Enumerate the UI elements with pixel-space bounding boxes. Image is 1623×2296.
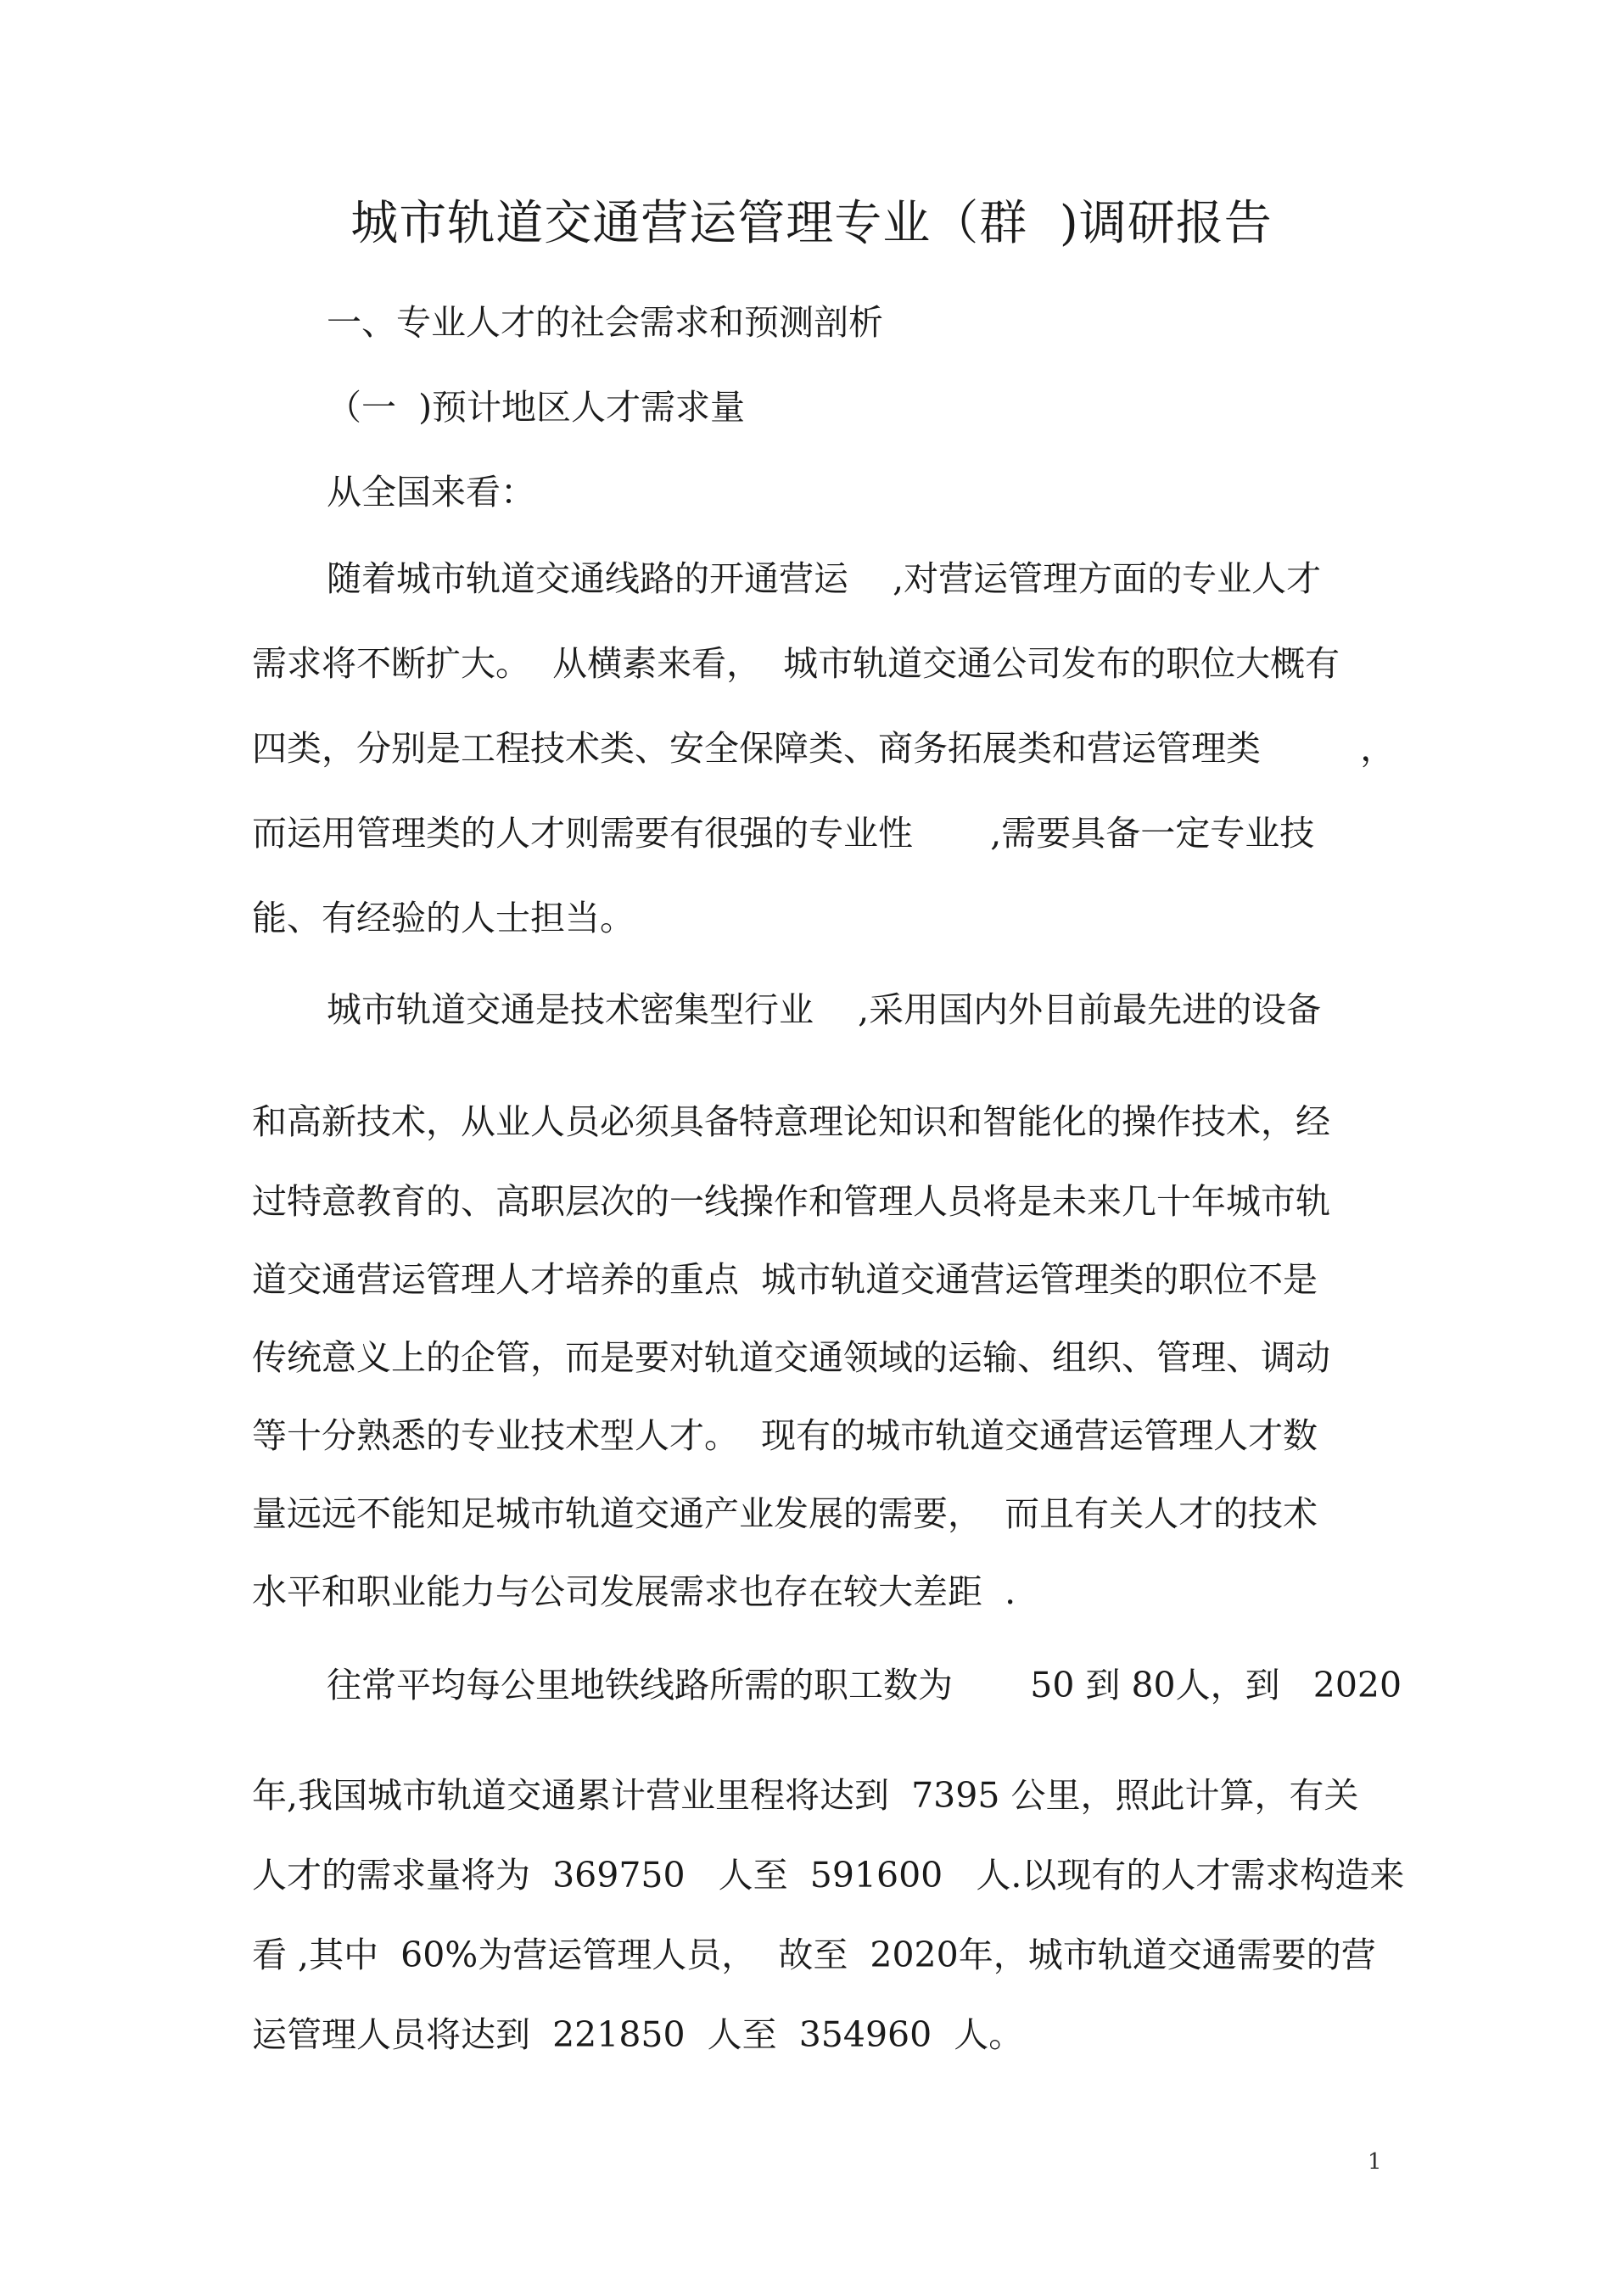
paragraph-3-line: 运管理人员将达到 221850 人至 354960 人。 — [252, 2014, 1024, 2055]
paragraph-3-line: 往常平均每公里地铁线路所需的职工数为 50 到 80人，到 2020 — [327, 1665, 1402, 1705]
paragraph-1-line: 需求将不断扩大。 从横素来看， 城市轨道交通公司发布的职位大概有 — [252, 643, 1340, 684]
paragraph-2-line: 过特意教育的、高职层次的一线操作和管理人员将是未来几十年城市轨 — [252, 1181, 1330, 1222]
paragraph-2-line: 城市轨道交通是技术密集型行业 ,采用国内外目前最先进的设备 — [327, 989, 1322, 1030]
paragraph-2-line: 量远远不能知足城市轨道交通产业发展的需要， 而且有关人才的技术 — [252, 1493, 1318, 1534]
paragraph-3-line: 人才的需求量将为 369750 人至 591600 人.以现有的人才需求构造来 — [252, 1855, 1405, 1896]
document-title: 城市轨道交通营运管理专业（群 )调研报告 — [350, 196, 1273, 251]
section-heading-1: 一、专业人才的社会需求和预测剖析 — [327, 302, 883, 343]
paragraph-1-line: 而运用管理类的人才则需要有很强的专业性 ,需要具备一定专业技 — [252, 813, 1315, 854]
paragraph-3-line: 看 ,其中 60%为营运管理人员， 故至 2020年，城市轨道交通需要的营 — [252, 1935, 1376, 1975]
paragraph-1-line: 随着城市轨道交通线路的开通营运 ,对营运管理方面的专业人才 — [327, 558, 1322, 599]
paragraph-1-line: 能、有经验的人士担当。 — [252, 898, 635, 938]
intro-line: 从全国来看： — [327, 472, 535, 512]
paragraph-2-line: 道交通营运管理人才培养的重点 城市轨道交通营运管理类的职位不是 — [252, 1259, 1318, 1300]
paragraph-2-line: 等十分熟悉的专业技术型人才。 现有的城市轨道交通营运管理人才数 — [252, 1415, 1318, 1456]
paragraph-1-line: 四类，分别是工程技术类、安全保障类、商务拓展类和营运管理类 ， — [252, 728, 1396, 769]
paragraph-3-line: 年,我国城市轨道交通累计营业里程将达到 7395 公里，照此计算，有关 — [252, 1775, 1359, 1816]
paragraph-2-line: 和高新技术，从业人员必须具备特意理论知识和智能化的操作技术，经 — [252, 1101, 1330, 1142]
page-number: 1 — [1368, 2149, 1382, 2175]
paragraph-2-line: 传统意义上的企管，而是要对轨道交通领域的运输、组织、管理、调动 — [252, 1337, 1330, 1378]
paragraph-2-line: 水平和职业能力与公司发展需求也存在较大差距 . — [252, 1571, 1016, 1612]
subsection-heading: （一 )预计地区人才需求量 — [327, 387, 746, 428]
